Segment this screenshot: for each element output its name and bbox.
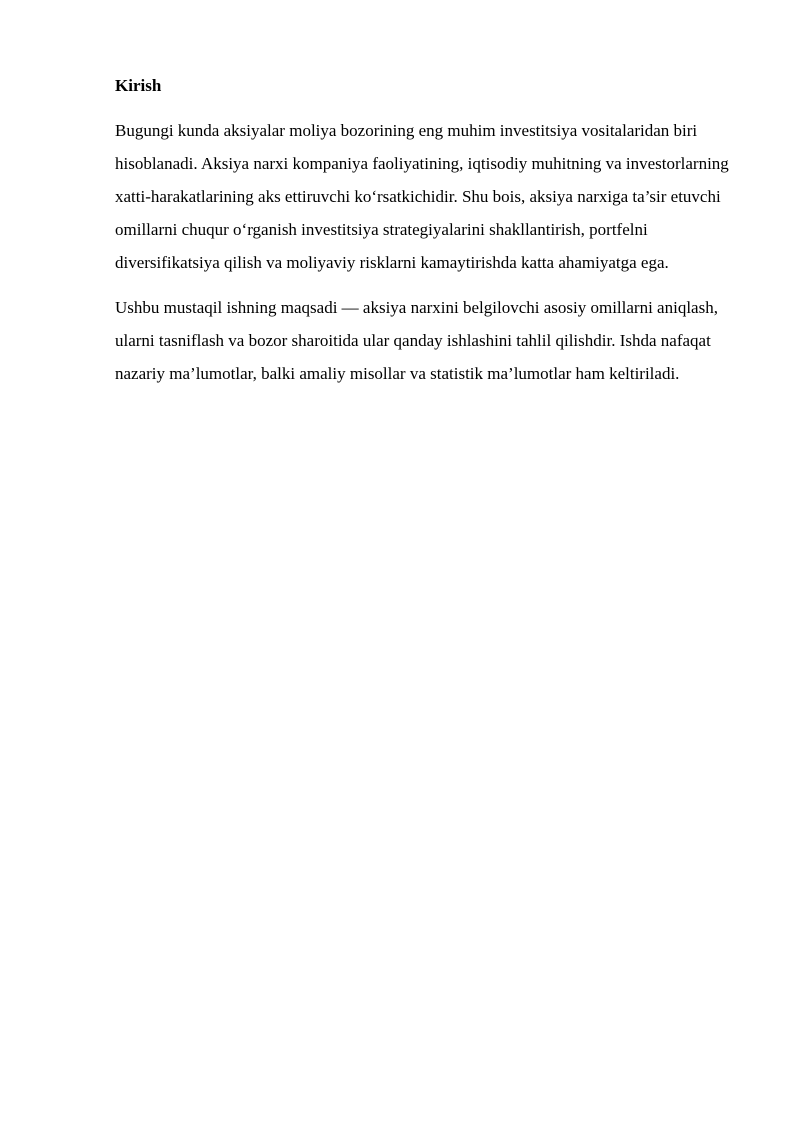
section-heading: Kirish: [115, 76, 162, 95]
document-body: [115, 74, 750, 402]
paragraph-purpose: Ushbu mustaqil ishning maqsadi — aksiya narxini belgilovchi asosiy omillarni aniqlash, ularni tasniflash va bozor sharoitida ular qanday ishlashini tahlil qilishdir. Ishda nafaqat nazariy ma’lumotlar, balki amaliy misollar va statistik ma’lumotlar ham keltiriladi.: [115, 298, 718, 383]
paragraph-intro: Bugungi kunda aksiyalar moliya bozorining eng muhim investitsiya vositalaridan biri hisoblanadi. Aksiya narxi kompaniya faoliyatining, iqtisodiy muhitning va investorlarning xatti-harakatlarining aks ettiruvchi ko‘rsatkichidir. Shu bois, aksiya narxiga ta’sir etuvchi omillarni chuqur o‘rganish investitsiya strategiyalarini shakllantirish, portfelni diversifikatsiya qilish va moliyaviy risklarni kamaytirishda katta ahamiyatga ega.: [115, 121, 729, 272]
